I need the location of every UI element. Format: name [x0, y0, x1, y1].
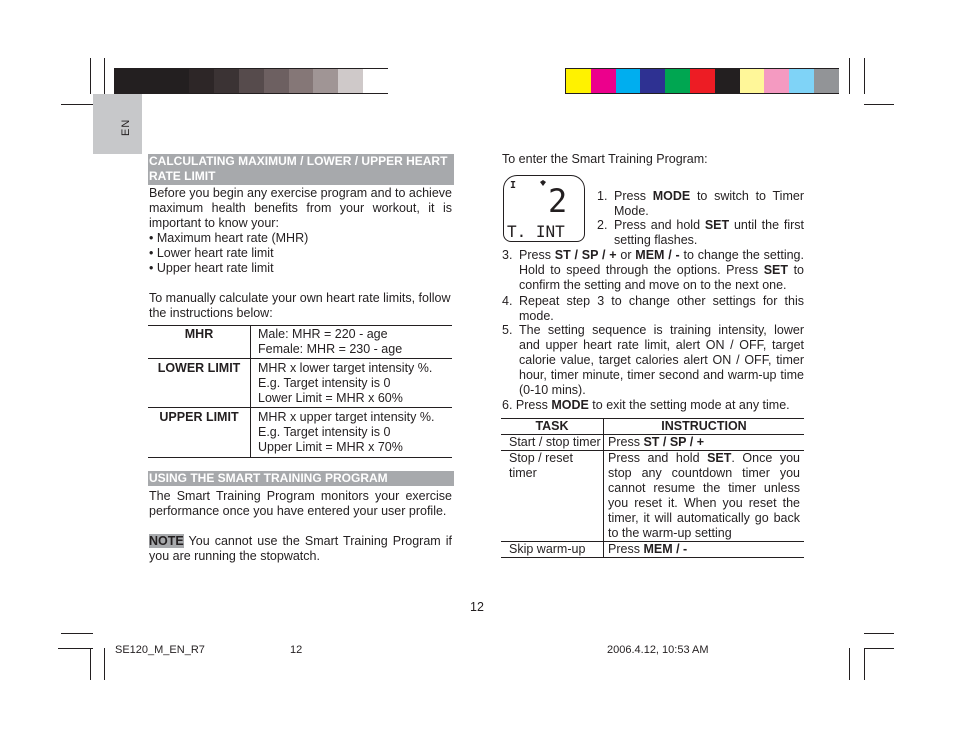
- crop-mark: [849, 648, 850, 680]
- instruction-cell: [604, 435, 805, 451]
- note-label: NOTE: [149, 534, 184, 548]
- intro-paragraph: Before you begin any exercise program and to achieve maximum health benefits from your workout, it is important to know your:: [149, 186, 452, 230]
- table-row: [501, 451, 804, 542]
- footer-page: 12: [290, 644, 303, 656]
- color-calibration-bar: [565, 68, 839, 94]
- color-swatch: [140, 69, 165, 93]
- color-swatch: [665, 69, 690, 93]
- stp-paragraph: The Smart Training Program monitors your exercise performance once you have entered your user profile.: [149, 489, 452, 518]
- note-text: You cannot use the Smart Training Program if you are running the stopwatch.: [149, 534, 452, 563]
- manual-paragraph: To manually calculate your own heart rate limits, follow the instructions below:: [149, 291, 451, 320]
- crop-mark: [864, 58, 865, 94]
- color-swatch: [640, 69, 665, 93]
- step-item: [502, 323, 804, 398]
- table-label: LOWER LIMIT: [148, 359, 251, 408]
- color-swatch: [165, 69, 190, 93]
- crop-mark: [61, 104, 93, 105]
- crop-mark: [61, 633, 93, 634]
- task-cell: Skip warm-up: [501, 542, 604, 558]
- key-label: MEM / -: [635, 248, 680, 262]
- table-header-row: [501, 419, 804, 435]
- color-swatch: [566, 69, 591, 93]
- table-value: [251, 359, 453, 408]
- color-swatch: [313, 69, 338, 93]
- text-run: to exit the setting mode at any time.: [588, 398, 790, 412]
- language-tab: [93, 94, 142, 154]
- section-heading-heart-rate: CALCULATING MAXIMUM / LOWER / UPPER HEART RATE LIMIT: [148, 154, 454, 185]
- language-label: EN: [120, 118, 132, 136]
- key-label: MODE: [652, 189, 691, 203]
- color-swatch: [764, 69, 789, 93]
- color-swatch: [616, 69, 641, 93]
- crop-mark: [864, 648, 894, 649]
- color-swatch: [338, 69, 363, 93]
- table-row: [148, 359, 452, 408]
- color-swatch: [264, 69, 289, 93]
- table-label: UPPER LIMIT: [148, 408, 251, 458]
- table-row: [148, 326, 452, 359]
- table-row: [501, 542, 804, 558]
- color-swatch: [690, 69, 715, 93]
- text-run: Press and hold: [608, 451, 708, 465]
- table-line: Lower Limit = MHR x 60%: [258, 391, 403, 405]
- text-run: to switch to Timer Mode.: [614, 189, 804, 218]
- text-run: Press: [608, 542, 644, 556]
- bullet-item: • Lower heart rate limit: [149, 246, 274, 260]
- text-run: Press and hold: [614, 218, 705, 232]
- task-cell: Stop / reset timer: [501, 451, 604, 542]
- crop-mark: [849, 58, 850, 94]
- step-number: 4.: [502, 294, 513, 308]
- page-number: 12: [470, 600, 484, 614]
- key-label: ST / SP / +: [554, 248, 617, 262]
- step-item: [502, 248, 804, 293]
- table-line: Upper Limit = MHR x 70%: [258, 440, 403, 454]
- footer-file-name: SE120_M_EN_R7: [115, 644, 205, 656]
- bullet-item: • Upper heart rate limit: [149, 261, 274, 275]
- text-run: or: [616, 248, 636, 262]
- key-label: SET: [707, 451, 732, 465]
- step-text: [597, 218, 804, 248]
- crop-mark: [864, 633, 894, 634]
- step-number: 1.: [597, 189, 608, 203]
- table-line: MHR x upper target intensity %.: [258, 410, 435, 424]
- instruction-cell: [604, 542, 805, 558]
- section-heading-smart-training: USING THE SMART TRAINING PROGRAM: [148, 471, 454, 486]
- task-table-body: [501, 435, 804, 558]
- color-swatch: [239, 69, 264, 93]
- key-label: MEM / -: [643, 542, 688, 556]
- text-run: to change the setting. Hold to speed through the options. Press: [519, 248, 804, 277]
- crop-mark: [90, 58, 91, 94]
- step-6: [502, 398, 790, 413]
- step-text: [502, 248, 804, 293]
- heart-icon: [540, 180, 546, 186]
- text-run: Press: [608, 435, 644, 449]
- table-label: MHR: [148, 326, 251, 359]
- key-label: SET: [704, 218, 730, 232]
- heart-rate-table: [148, 325, 452, 458]
- table-value: [251, 326, 453, 359]
- text-run: Press: [614, 189, 653, 203]
- step-item: [597, 189, 804, 219]
- table-line: E.g. Target intensity is 0: [258, 376, 391, 390]
- step-text: [502, 294, 804, 324]
- table-row: [148, 408, 452, 458]
- text-run: The setting sequence is training intensity, lower and upper heart rate limit, alert ON / OFF, target calorie value, target calories alert ON / OFF, timer hour, timer minute, timer second and warm-up time (0-10 mins).: [519, 323, 804, 397]
- step-text: [597, 189, 804, 219]
- lcd-graphic: [504, 176, 583, 240]
- task-cell: Start / stop timer: [501, 435, 604, 451]
- crop-mark: [864, 648, 865, 680]
- note-paragraph: [149, 534, 452, 564]
- column-header-task: TASK: [501, 419, 604, 435]
- key-label: ST / SP / +: [643, 435, 704, 449]
- color-swatch: [715, 69, 740, 93]
- key-label: MODE: [551, 398, 589, 412]
- table-line: MHR x lower target intensity %.: [258, 361, 433, 375]
- table-line: E.g. Target intensity is 0: [258, 425, 391, 439]
- crop-mark: [104, 648, 105, 680]
- instruction-cell: [604, 451, 805, 542]
- text-run: 6. Press: [502, 398, 552, 412]
- text-run: Repeat step 3 to change other settings for this mode.: [519, 294, 804, 323]
- bullet-item: • Maximum heart rate (MHR): [149, 231, 309, 245]
- color-swatch: [189, 69, 214, 93]
- color-swatch: [289, 69, 314, 93]
- task-table: [501, 418, 804, 558]
- lcd-mode-text: T. INT: [507, 222, 565, 240]
- step-number: 2.: [597, 218, 608, 232]
- color-swatch: [115, 69, 140, 93]
- table-line: Female: MHR = 230 - age: [258, 342, 403, 356]
- watch-lcd-display: [503, 175, 585, 242]
- table-line: Male: MHR = 220 - age: [258, 327, 388, 341]
- grayscale-calibration-bar: [114, 68, 388, 94]
- color-swatch: [789, 69, 814, 93]
- color-swatch: [591, 69, 616, 93]
- color-swatch: [740, 69, 765, 93]
- step-item: [597, 218, 804, 248]
- table-value: [251, 408, 453, 458]
- right-intro: To enter the Smart Training Program:: [502, 152, 708, 166]
- step-text: [502, 323, 804, 398]
- table-row: [501, 435, 804, 451]
- color-swatch: [363, 69, 388, 93]
- text-run: Press: [519, 248, 555, 262]
- key-label: SET: [763, 263, 788, 277]
- lcd-indicator: I: [510, 180, 517, 191]
- footer-date: 2006.4.12, 10:53 AM: [607, 644, 709, 656]
- step-number: 5.: [502, 323, 513, 337]
- color-swatch: [214, 69, 239, 93]
- text-run: until the first setting flashes.: [614, 218, 804, 247]
- step-number: 3.: [502, 248, 513, 262]
- crop-mark: [104, 58, 105, 94]
- lcd-digit: 2: [548, 182, 568, 220]
- step-item: [502, 294, 804, 324]
- crop-mark: [864, 104, 894, 105]
- column-header-instruction: INSTRUCTION: [604, 419, 805, 435]
- text-run: . Once you stop any countdown timer you cannot resume the timer unless you reset it. When you reset the timer, it will automatically go back to the warm-up setting: [608, 451, 801, 540]
- color-swatch: [814, 69, 839, 93]
- text-run: to confirm the setting and move on to the next one.: [519, 263, 804, 292]
- crop-mark: [58, 648, 93, 649]
- crop-mark: [90, 648, 91, 680]
